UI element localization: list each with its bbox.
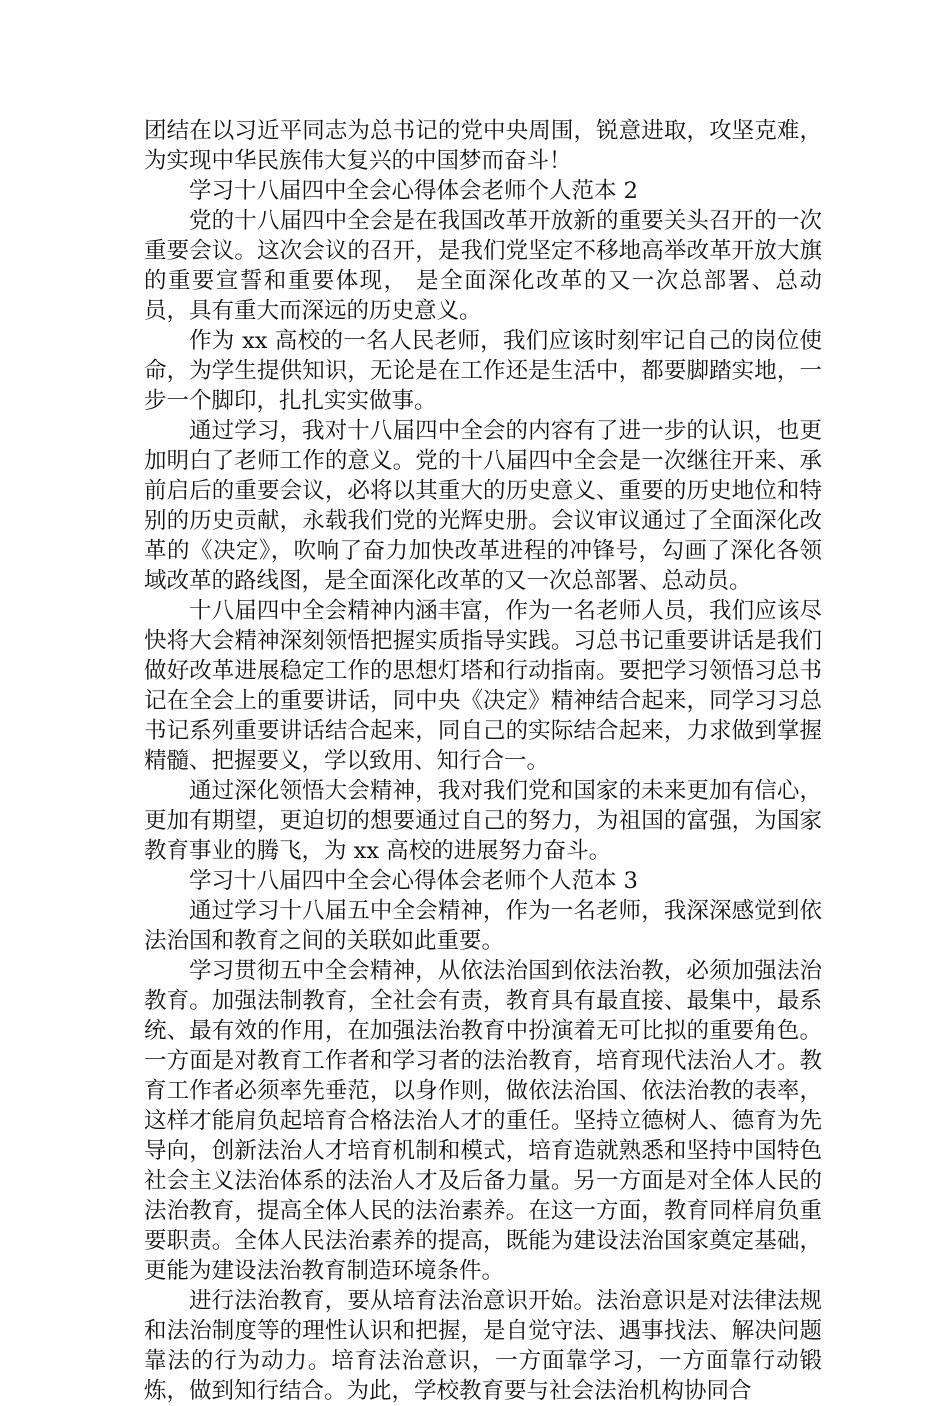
paragraph: 通过深化领悟大会精神，我对我们党和国家的未来更加有信心，更加有期望，更迫切的想要通过自己的努力，为祖国的富强，为国家教育事业的腾飞，为 xx 高校的进展努力奋斗。: [144, 778, 822, 864]
paragraph: 学习贯彻五中全会精神，从依法治国到依法治教，必须加强法治教育。加强法制教育，全社会有责，教育具有最直接、最集中，最系统、最有效的作用，在加强法治教育中扮演着无可比拟的重要角色。一方面是对教育工作者和学习者的法治教育，培育现代法治人才。教育工作者必须率先垂范，以身作则，做依法治国、依法治教的表率，这样才能肩负起培育合格法治人才的重任。坚持立德树人、德育为先导向，创新法治人才培育机制和模式，培育造就熟悉和坚持中国特色社会主义法治体系的法治人才及后备力量。另一方面是对全体人民的法治教育，提高全体人民的法治素养。在这一方面，教育同样肩负重要职责。全体人民法治素养的提高，既能为建设法治国家奠定基础，更能为建设法治教育制造环境条件。: [144, 958, 822, 1284]
paragraph-opening: 团结在以习近平同志为总书记的党中央周围，锐意进取，攻坚克难，为实现中华民族伟大复兴的中国梦而奋斗！: [144, 118, 822, 174]
paragraph: 通过学习，我对十八届四中全会的内容有了进一步的认识，也更加明白了老师工作的意义。党的十八届四中全会是一次继往开来、承前启后的重要会议，必将以其重大的历史意义、重要的历史地位和特别的历史贡献，永载我们党的光辉史册。会议审议通过了全面深化改革的《决定》，吹响了奋力加快改革进程的冲锋号，勾画了深化各领域改革的路线图，是全面深化改革的又一次总部署、总动员。: [144, 418, 822, 594]
paragraph: 作为 xx 高校的一名人民老师，我们应该时刻牢记自己的岗位使命，为学生提供知识，无论是在工作还是生活中，都要脚踏实地，一步一个脚印，扎扎实实做事。: [144, 328, 822, 414]
paragraph: 党的十八届四中全会是在我国改革开放新的重要关头召开的一次重要会议。这次会议的召开，是我们党坚定不移地高举改革开放大旗的重要宣誓和重要体现， 是全面深化改革的又一次总部署、总动员，具有重大而深远的历史意义。: [144, 208, 822, 324]
paragraph: 十八届四中全会精神内涵丰富，作为一名老师人员，我们应该尽快将大会精神深刻领悟把握实质指导实践。习总书记重要讲话是我们做好改革进展稳定工作的思想灯塔和行动指南。要把学习领悟习总书记在全会上的重要讲话，同中央《决定》精神结合起来，同学习习总书记系列重要讲话结合起来，同自己的实际结合起来，力求做到掌握精髓、把握要义，学以致用、知行合一。: [144, 598, 822, 774]
paragraph: 通过学习十八届五中全会精神，作为一名老师，我深深感觉到依法治国和教育之间的关联如此重要。: [144, 898, 822, 954]
paragraph: 进行法治教育，要从培育法治意识开始。法治意识是对法律法规和法治制度等的理性认识和把握，是自觉守法、遇事找法、解决问题靠法的行为动力。培育法治意识，一方面靠学习，一方面靠行动锻炼，做到知行结合。为此，学校教育要与社会法治机构协同合: [144, 1288, 822, 1404]
document-body: [144, 116, 822, 1406]
section-heading-2: 学习十八届四中全会心得体会老师个人范本 2: [189, 178, 638, 204]
section-heading-3: 学习十八届四中全会心得体会老师个人范本 3: [189, 868, 638, 894]
